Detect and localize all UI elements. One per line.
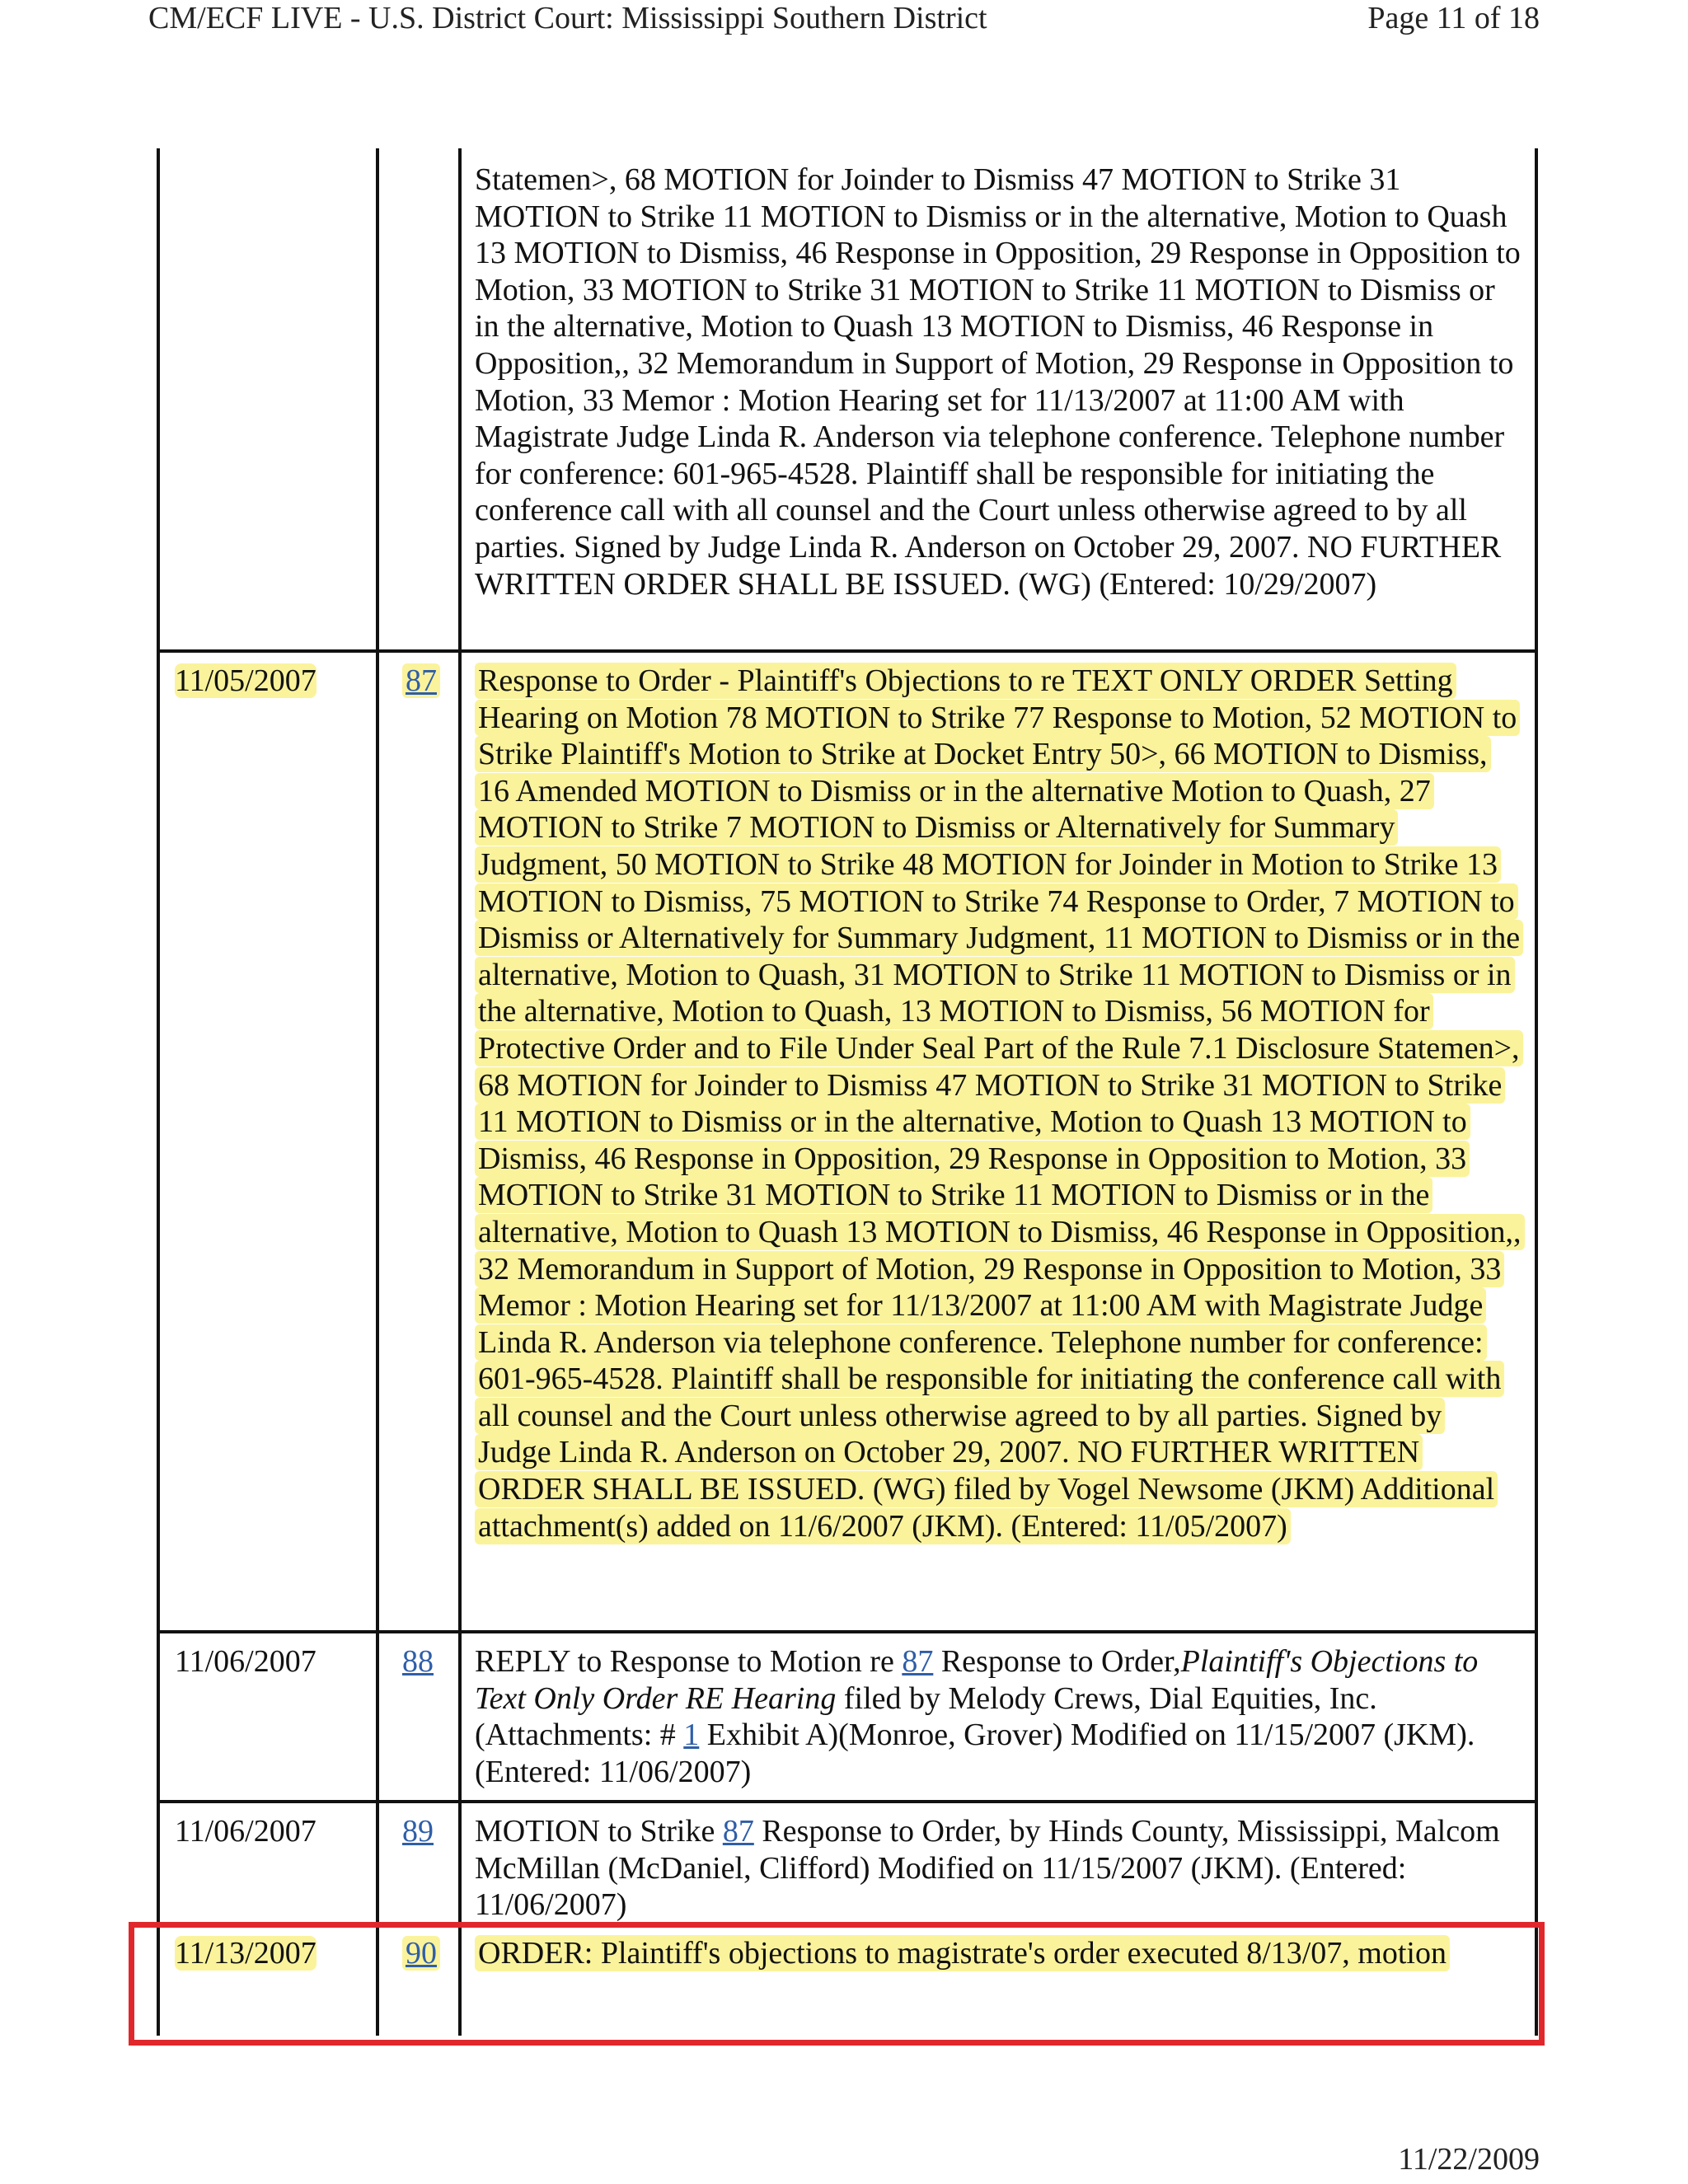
highlight-box	[129, 1922, 1545, 2046]
docket-text: ORDER: Plaintiff's objections to magistrate's order executed 8/13/07, motion	[475, 1935, 1522, 1972]
docket-table	[157, 148, 1538, 2036]
docket-link[interactable]: 89	[402, 1814, 434, 1849]
entry-date: 11/06/2007	[175, 1644, 316, 1679]
page-number: Page 11 of 18	[1367, 1, 1540, 35]
docket-link[interactable]: 88	[402, 1644, 434, 1679]
document-title: CM/ECF LIVE - U.S. District Court: Mississippi Southern District	[148, 1, 987, 35]
entry-date: 11/06/2007	[175, 1814, 316, 1849]
entry-number[interactable]	[402, 1813, 452, 1849]
row-divider	[160, 1630, 1535, 1633]
docket-ref-link[interactable]: 87	[722, 1814, 754, 1849]
docket-ref-link[interactable]: 87	[902, 1644, 934, 1679]
entry-date: 11/05/2007	[175, 663, 316, 698]
docket-text: Statemen>, 68 MOTION for Joinder to Dismiss 47 MOTION to Strike 31 MOTION to Strike 11 MOTION to Dismiss or in the alternative, Motion to Quash 13 MOTION to Dismiss, 46 Response in Opposition, 29 Response in Opposition to Motion, 33 MOTION to Strike 31 MOTION to Strike 11 MOTION to Dismiss or in the alternative, Motion to Quash 13 MOTION to Dismiss, 46 Response in Opposition,, 32 Memorandum in Support of Motion, 29 Response in Opposition to Motion, 33 Memor : Motion Hearing set for 11/13/2007 at 11:00 AM with Magistrate Judge Linda R. Anderson via telephone conference. Telephone number for conference: 601-965-4528. Plaintiff shall be responsible for initiating the conference call with all counsel and the Court unless otherwise agreed to by all parties. Signed by Judge Linda R. Anderson on October 29, 2007. NO FURTHER WRITTEN ORDER SHALL BE ISSUED. (WG) (Entered: 10/29/2007)	[475, 162, 1521, 602]
print-date: 11/22/2009	[1398, 2142, 1540, 2177]
column-divider	[376, 148, 379, 2036]
row-divider	[160, 1800, 1535, 1803]
page-header	[0, 0, 1688, 49]
row-divider	[160, 649, 1535, 653]
docket-text: MOTION to Strike 87 Response to Order, by Hinds County, Mississippi, Malcom McMillan (McDaniel, Clifford) Modified on 11/15/2007 (JKM). (Entered: 11/06/2007)	[475, 1814, 1500, 1923]
column-divider	[458, 148, 462, 2036]
entry-number[interactable]	[402, 663, 452, 699]
docket-text: REPLY to Response to Motion re 87 Response to Order,Plaintiff's Objections to Text Only Order RE Hearing filed by Melody Crews, Dial Equities, Inc. (Attachments: # 1 Exhibit A)(Monroe, Grover) Modified on 11/15/2007 (JKM). (Entered: 11/06/2007)	[475, 1644, 1479, 1789]
docket-link[interactable]: 90	[402, 1936, 440, 1971]
attachment-link[interactable]: 1	[683, 1718, 700, 1753]
docket-link[interactable]: 87	[402, 663, 440, 698]
entry-number[interactable]	[402, 1643, 452, 1680]
entry-date: 11/13/2007	[175, 1936, 316, 1971]
docket-text: Response to Order - Plaintiff's Objections to re TEXT ONLY ORDER Setting Hearing on Motion 78 MOTION to Strike 77 Response to Motion, 52 MOTION to Strike Plaintiff's Motion to Strike at Docket Entry 50>, 66 MOTION to Dismiss, 16 Amended MOTION to Dismiss or in the alternative Motion to Quash, 27 MOTION to Strike 7 MOTION to Dismiss or Alternatively for Summary Judgment, 50 MOTION to Strike 48 MOTION for Joinder in Motion to Strike 13 MOTION to Dismiss, 75 MOTION to Strike 74 Response to Order, 7 MOTION to Dismiss or Alternatively for Summary Judgment, 11 MOTION to Dismiss or in the alternative, Motion to Quash, 31 MOTION to Strike 11 MOTION to Dismiss or in the alternative, Motion to Quash, 13 MOTION to Dismiss, 56 MOTION for Protective Order and to File Under Seal Part of the Rule 7.1 Disclosure Statemen>, 68 MOTION for Joinder to Dismiss 47 MOTION to Strike 31 MOTION to Strike 11 MOTION to Dismiss or in the alternative, Motion to Quash 13 MOTION to Dismiss, 46 Response in Opposition, 29 Response in Opposition to Motion, 33 MOTION to Strike 31 MOTION to Strike 11 MOTION to Dismiss or in the alternative, Motion to Quash 13 MOTION to Dismiss, 46 Response in Opposition,, 32 Memorandum in Support of Motion, 29 Response in Opposition to Motion, 33 Memor : Motion Hearing set for 11/13/2007 at 11:00 AM with Magistrate Judge Linda R. Anderson via telephone conference. Telephone number for conference: 601-965-4528. Plaintiff shall be responsible for initiating the conference call with all counsel and the Court unless otherwise agreed to by all parties. Signed by Judge Linda R. Anderson on October 29, 2007. NO FURTHER WRITTEN ORDER SHALL BE ISSUED. (WG) filed by Vogel Newsome (JKM) Additional attachment(s) added on 11/6/2007 (JKM). (Entered: 11/05/2007)	[475, 663, 1522, 1544]
